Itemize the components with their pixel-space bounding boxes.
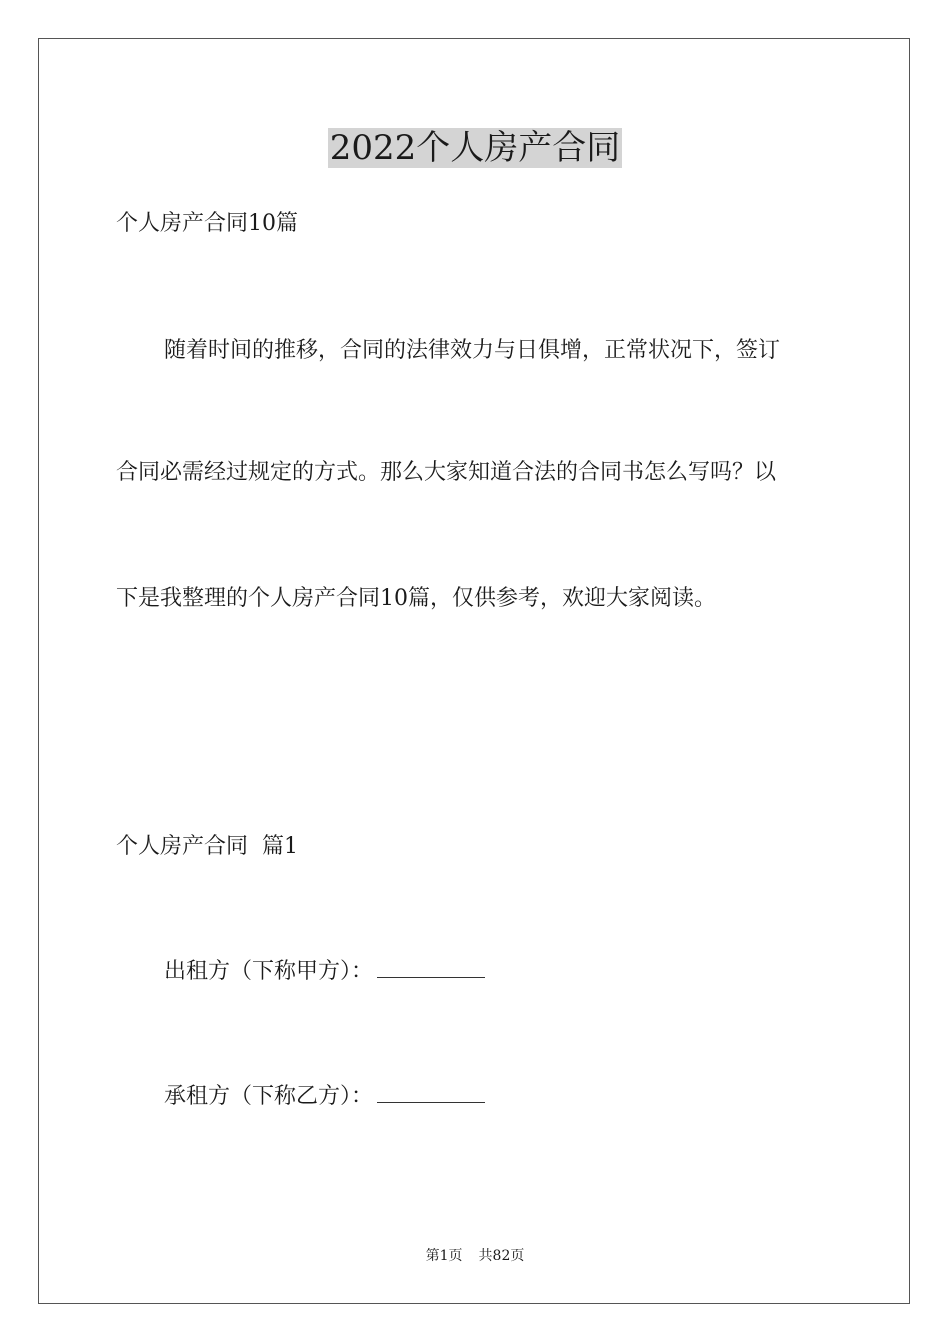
lessee-blank-line bbox=[377, 1084, 485, 1103]
document-title-text: 2022个人房产合同 bbox=[329, 128, 621, 168]
intro-line-1: 随着时间的推移，合同的法律效力与日俱增，正常状况下，签订 bbox=[164, 338, 781, 363]
page-number-total: 共82页 bbox=[478, 1248, 525, 1264]
intro-line-3: 下是我整理的个人房产合同10篇，仅供参考，欢迎大家阅读。 bbox=[116, 586, 716, 611]
lessor-blank-line bbox=[377, 959, 485, 978]
lessee-label: 承租方（下称乙方）： bbox=[164, 1084, 374, 1109]
lessor-label: 出租方（下称甲方）： bbox=[164, 959, 374, 984]
page-footer bbox=[0, 1246, 950, 1266]
lessor-field bbox=[164, 957, 485, 987]
page-number-current: 第1页 bbox=[425, 1248, 463, 1264]
document-subtitle: 个人房产合同10篇 bbox=[116, 211, 298, 236]
intro-line-2: 合同必需经过规定的方式。那么大家知道合法的合同书怎么写吗？以 bbox=[116, 460, 777, 485]
lessee-field bbox=[164, 1082, 485, 1112]
document-title bbox=[0, 126, 950, 170]
section-heading: 个人房产合同 篇1 bbox=[116, 834, 298, 859]
